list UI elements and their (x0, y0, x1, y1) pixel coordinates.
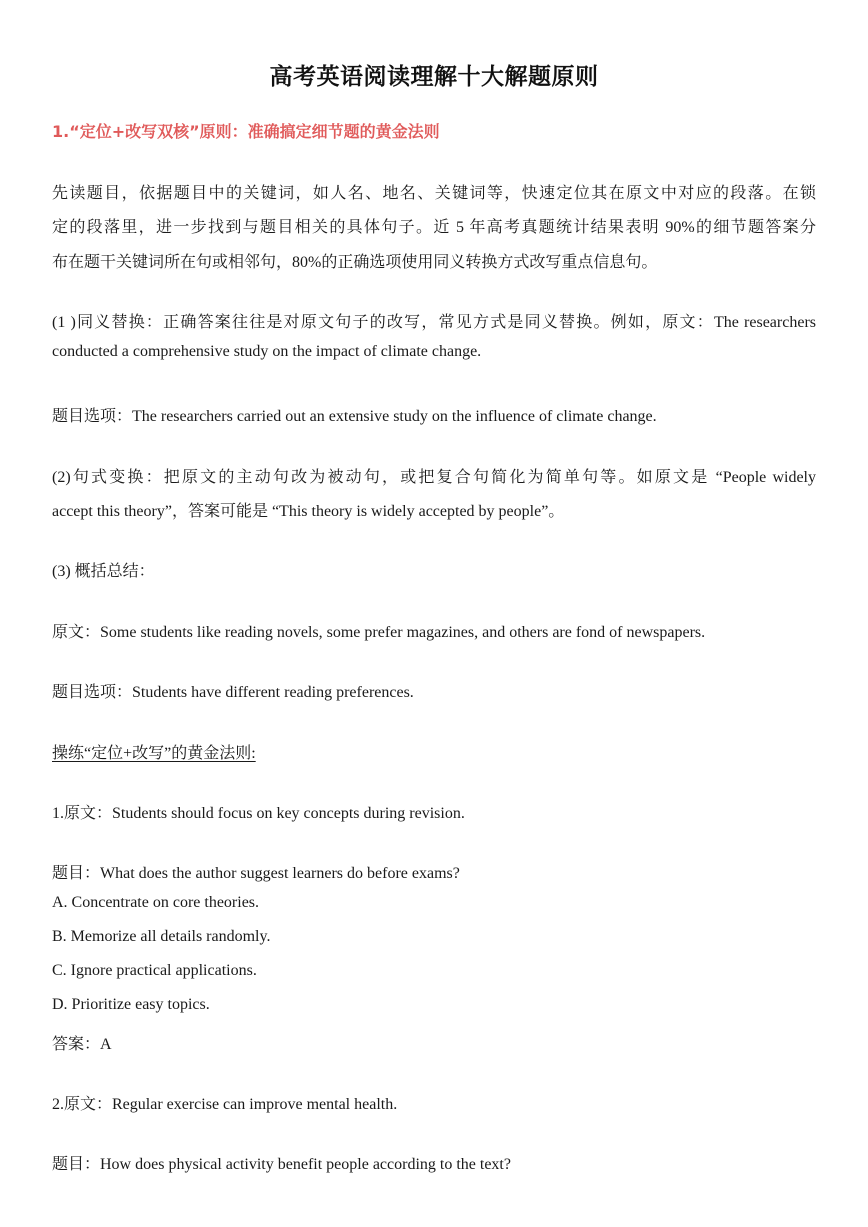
section-heading: 1.“定位+改写双核”原则：准确搞定细节题的黄金法则 (52, 122, 440, 141)
example-original: 1.原文：Students should focus on key concepts during revision. (52, 805, 465, 822)
transform-line: (2)句式变换：把原文的主动句改为被动句，或把复合句简化为简单句等。如原文是 “People widely (52, 469, 816, 486)
intro-line: 先读题目，依据题目中的关键词，如人名、地名、关键词等，快速定位其在原文中对应的段落。在锁 (52, 185, 816, 202)
summary-option: 题目选项：Students have different reading preferences. (52, 684, 414, 701)
example-option: D. Prioritize easy topics. (52, 996, 210, 1013)
summary-original: 原文：Some students like reading novels, some prefer magazines, and others are fond of newspapers. (52, 624, 706, 641)
example-question: 题目：What does the author suggest learners do before exams? (52, 865, 460, 882)
example-option: A. Concentrate on core theories. (52, 894, 260, 911)
summary-label: (3) 概括总结： (52, 563, 155, 580)
synonym-line: conducted a comprehensive study on the impact of climate change. (52, 343, 482, 360)
synonym-option: 题目选项：The researchers carried out an extensive study on the influence of climate change. (52, 408, 657, 425)
page-title: 高考英语阅读理解十大解题原则 (269, 64, 599, 90)
example-answer: 答案：A (52, 1036, 112, 1053)
intro-line: 布在题干关键词所在句或相邻句，80%的正确选项使用同义转换方式改写重点信息句。 (52, 254, 658, 271)
intro-line: 定的段落里，进一步找到与题目相关的具体句子。近 5 年高考真题统计结果表明 90%的细节题答案分 (52, 219, 816, 236)
example-original: 2.原文：Regular exercise can improve mental health. (52, 1096, 398, 1113)
practice-heading: 操练“定位+改写”的黄金法则: (52, 745, 256, 762)
transform-line: accept this theory”，答案可能是 “This theory is widely accepted by people”。 (52, 503, 565, 520)
example-option: B. Memorize all details randomly. (52, 928, 271, 945)
example-question: 题目：How does physical activity benefit people according to the text? (52, 1156, 511, 1173)
synonym-line: (1 )同义替换：正确答案往往是对原文句子的改写，常见方式是同义替换。例如，原文：The researchers (52, 314, 816, 331)
example-option: C. Ignore practical applications. (52, 962, 257, 979)
